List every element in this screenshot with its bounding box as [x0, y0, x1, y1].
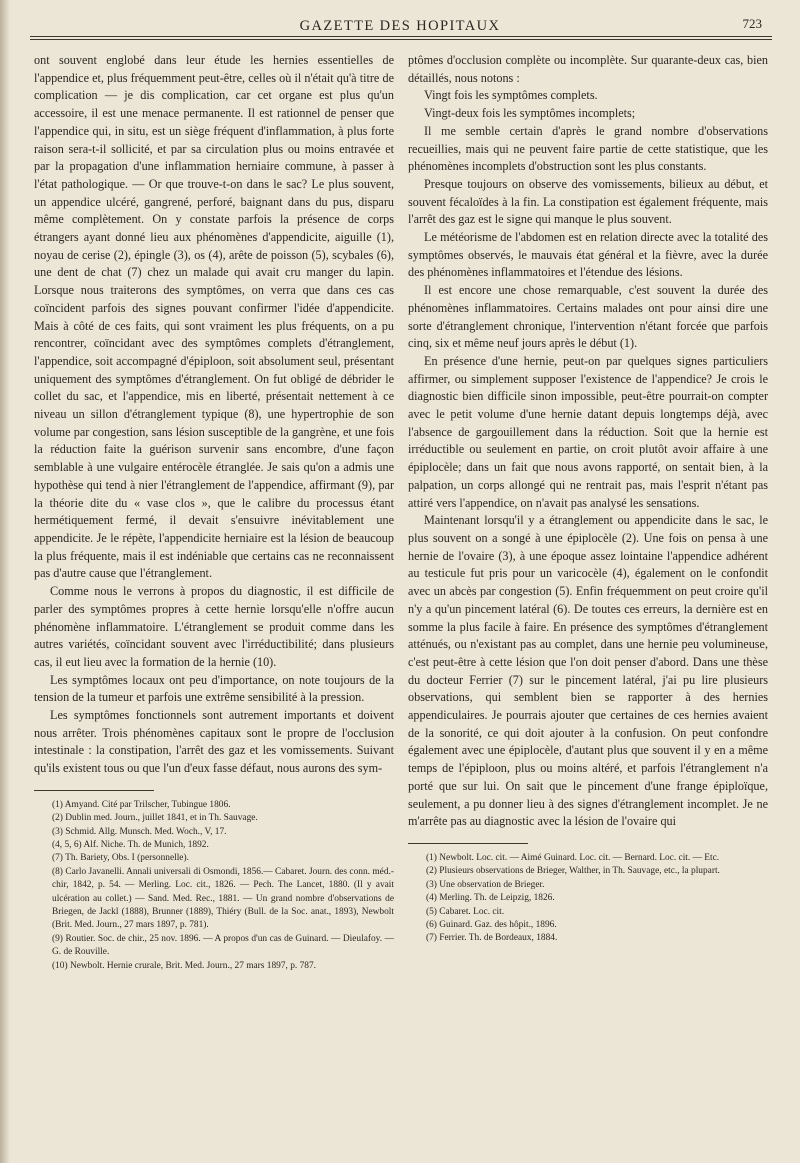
footnote: (8) Carlo Javanelli. Annali universali di Osmondi, 1856.— Cabaret. Journ. des conn. méd.-chir, 1842, p. 54. — Merling. Loc. cit., 1826. — Pech. The Lancet, 1880. (Il y avait ulcération au collet.) — Sand. Med. Rec., 1881. — Un grand nombre d'observations de Briegen, de Jackl (1888), Brunner (1889), Thiéry (Bull. de la Soc. anat., 1893), Newbolt (Brit. Med. Journ., 27 mars 1897, p. 781). [52, 866, 394, 931]
header-rule-thin [30, 39, 772, 40]
footnote: (3) Une observation de Brieger. [426, 879, 545, 890]
paragraph: Vingt fois les symptômes complets. [424, 88, 598, 103]
footnote: (5) Cabaret. Loc. cit. [426, 906, 505, 917]
footnote: (2) Dublin med. Journ., juillet 1841, et in Th. Sauvage. [52, 813, 258, 824]
paragraph: Presque toujours on observe des vomissements, bilieux au début, et souvent fécaloïdes à la fin. La constipation est également fréquente, mais l'arrêt des gaz est le signe qui manque le plus souvent. [408, 176, 768, 227]
footnote: (3) Schmid. Allg. Munsch. Med. Woch., V, 17. [52, 826, 227, 837]
footnote: (7) Th. Bariety, Obs. I (personnelle). [52, 853, 189, 864]
paragraph: Vingt-deux fois les symptômes incomplets; [424, 106, 636, 121]
page-number: 723 [742, 16, 762, 31]
journal-title: GAZETTE DES HOPITAUX [299, 18, 501, 34]
paragraph: Maintenant lorsqu'il y a étranglement ou appendicite dans le sac, le plus souvent on a songé à une épiplocèle (2). Une fois on pensa à une hernie de l'ovaire (3), à une époque assez lointaine l'appendice adhérent au testicule fut pris pour un varicocèle (4), également on le confondit avec un abcès par congestion (5). Enfin fréquemment on peut croire qu'il n'y a qu'un pincement latéral (6). De toutes ces erreurs, la dernière est en somme la plus facile à faire. En présence des symptômes d'étranglement atténués, ou n'existant pas au complet, dans une hernie peu volumineuse, c'est peut-être à cette lésion que l'on doit penser d'abord. Dans une thèse du docteur Ferrier (7) sur le pincement latéral, j'ai pu lire plusieurs observations, qui semblent bien se rapporter à des hernies appendiculaires. Je pourrais ajouter que certaines de ces hernies avaient de la sonorité, ce qui doit ajouter à la confusion. On peut confondre également avec une épiplocèle, d'autant plus que souvent il y en a même temps de l'épiploon, plus ou moins altéré, et parfois l'étranglement n'a porté que sur lui. On sait que le pincement d'une frange épiploïque, seulement, a pu donner lieu à des signes d'étranglement incomplet. Je ne m'arrête pas au diagnostic avec la lésion de l'ovaire qui [408, 513, 768, 829]
paragraph: Les symptômes locaux ont peu d'importance, on note toujours de la tension de la tumeur et parfois une extrême sensibilité à la pression. [34, 672, 394, 705]
footnote-rule [34, 790, 154, 791]
footnote: (4) Merling. Th. de Leipzig, 1826. [426, 893, 555, 904]
paragraph: En présence d'une hernie, peut-on par quelques signes particuliers affirmer, ou simplement supposer l'existence de l'appendice? Je crois le diagnostic bien difficile sinon impossible, peut-être pourrait-on compter avec le petit volume d'une hernie datant depuis longtemps déjà, avec l'absence de gargouillement dans la réduction. Soit que la hernie est irréductible ou seulement en partie, on croit plutôt avoir affaire à une épiplocèle; dans un fait que nous avons rapporté, on sentait bien, à la palpation, un corps allongé qui ne rentrait pas, mais l'esprit n'étant pas attiré vers l'appendice, on n'avait pas analysé les sensations. [408, 353, 768, 510]
left-footnotes [34, 799, 394, 973]
paragraph: ptômes d'occlusion complète ou incomplète. Sur quarante-deux cas, bien détaillés, nous notons : [408, 53, 768, 85]
footnote: (7) Ferrier. Th. de Bordeaux, 1884. [426, 933, 558, 944]
footnote: (1) Newbolt. Loc. cit. — Aimé Guinard. Loc. cit. — Bernard. Loc. cit. — Etc. [426, 852, 720, 863]
footnote: (10) Newbolt. Hernie crurale, Brit. Med. Journ., 27 mars 1897, p. 787. [52, 960, 317, 971]
footnote: (4, 5, 6) Alf. Niche. Th. de Munich, 1892. [52, 840, 209, 851]
paragraph: Le météorisme de l'abdomen est en relation directe avec la totalité des symptômes observés, le mauvais état général et la fièvre, avec la durée des phénomènes inflammatoires et l'étendue des lésions. [408, 230, 768, 280]
footnote: (2) Plusieurs observations de Brieger, Walther, in Th. Sauvage, etc., la plupart. [426, 866, 720, 877]
header-rule [30, 36, 772, 37]
paragraph: Il me semble certain d'après le grand nombre d'observations recueillies, mais qui ne peuvent faire partie de cette statistique, que les phénomènes incomplets d'obstruction sont les plus constants. [408, 123, 768, 174]
footnote-rule [408, 843, 528, 844]
footnote: (1) Amyand. Cité par Trilscher, Tubingue 1806. [52, 799, 231, 810]
footnote: (9) Routier. Soc. de chir., 25 nov. 1896. — A propos d'un cas de Guinard. — Dieulafoy. — G. de Rouville. [52, 933, 394, 958]
paragraph: Il est encore une chose remarquable, c'est souvent la durée des phénomènes inflammatoires. Certains malades ont pour ainsi dire une sorte d'étranglement chronique, l'intervention n'étant forcée que parfois cinq, six et même neuf jours après le début (1). [408, 283, 768, 351]
left-column [34, 52, 394, 973]
paragraph: ont souvent englobé dans leur étude les hernies essentielles de l'appendice et, plus fréquemment peut-être, celles où il n'était qu'à titre de complication — je dis complication, car cet organe est plus qu'un accessoire, il est une menace permanente. Il est rationnel de penser que l'appendice qui, in situ, est un siège fréquent d'inflammation, à plus forte raison sera-t-il sollicité, et par sa circulation plus ou moins entravée et par la propagation d'une inflammation herniaire commune, à passer à l'état pathologique. — Or que trouve-t-on dans le sac? Le plus souvent, un appendice ulcéré, gangrené, perforé, baignant dans du pus, disparu même complètement. On y constate parfois la présence de corps étrangers ayant donné lieu aux phénomènes d'appendicite, aiguille (1), noyau de cerise (2), épingle (3), os (4), arête de poisson (5), scybales (6), une dent de chat (7) chez un malade qui avait cru manger du lapin. Lorsque nous traiterons des symptômes, on verra que dans ces cas coïncident parfois des signes pouvant confirmer l'idée d'appendicite. Mais à côté de ces faits, qui sont vraiment les plus fréquents, on a pu rencontrer, coïncidant avec des symptômes complets d'étranglement, l'appendice, soit accompagné d'épiploon, soit absolument seul, présentant uniquement des symptômes d'étranglement. On fut obligé de débrider le collet du sac, et l'appendice, mis en liberté, présentait nettement à ce niveau un sillon d'étranglement typique (8), une hypertrophie de son volume par congestion, sans lésion susceptible de la gangrène, et une fois la réduction faite la guérison survenir sans encombre, d'une façon semblable à une vulgaire entérocèle étranglée. Je sais qu'on a admis une hypothèse qui tend à nier l'étranglement de l'appendice, affirmant (9), par la théorie dite du « vase clos », que le calibre du processus étant hermétiquement fermé, il devait s'ensuivre inévitablement une appendicite. Je le répète, l'appendicite herniaire est la lésion de beaucoup la plus fréquente, mais il est indéniable que certains cas ne reconnaissent pas d'autre cause que l'étranglement. [34, 53, 394, 581]
paragraph: Les symptômes fonctionnels sont autrement importants et doivent nous arrêter. Trois phénomènes capitaux sont le propre de l'occlusion intestinale : la constipation, l'arrêt des gaz et les vomissements. Suivant qu'ils existent tous ou que l'un d'eux fasse défaut, nous aurons des sym- [34, 708, 394, 776]
right-column [408, 52, 768, 946]
right-column-body [408, 52, 768, 831]
footnote: (6) Guinard. Gaz. des hôpit., 1896. [426, 919, 557, 930]
left-column-body [34, 52, 394, 778]
binding-shadow [0, 0, 10, 1163]
right-footnotes [408, 852, 768, 946]
paragraph: Comme nous le verrons à propos du diagnostic, il est difficile de parler des symptômes propres à cette hernie lorsqu'elle n'offre aucun phénomène inflammatoire. L'étranglement se produit comme dans les autres variétés, coïncidant souvent avec l'irréductibilité; dans plusieurs cas, il eut lieu avec la formation de la hernie (10). [34, 584, 394, 669]
